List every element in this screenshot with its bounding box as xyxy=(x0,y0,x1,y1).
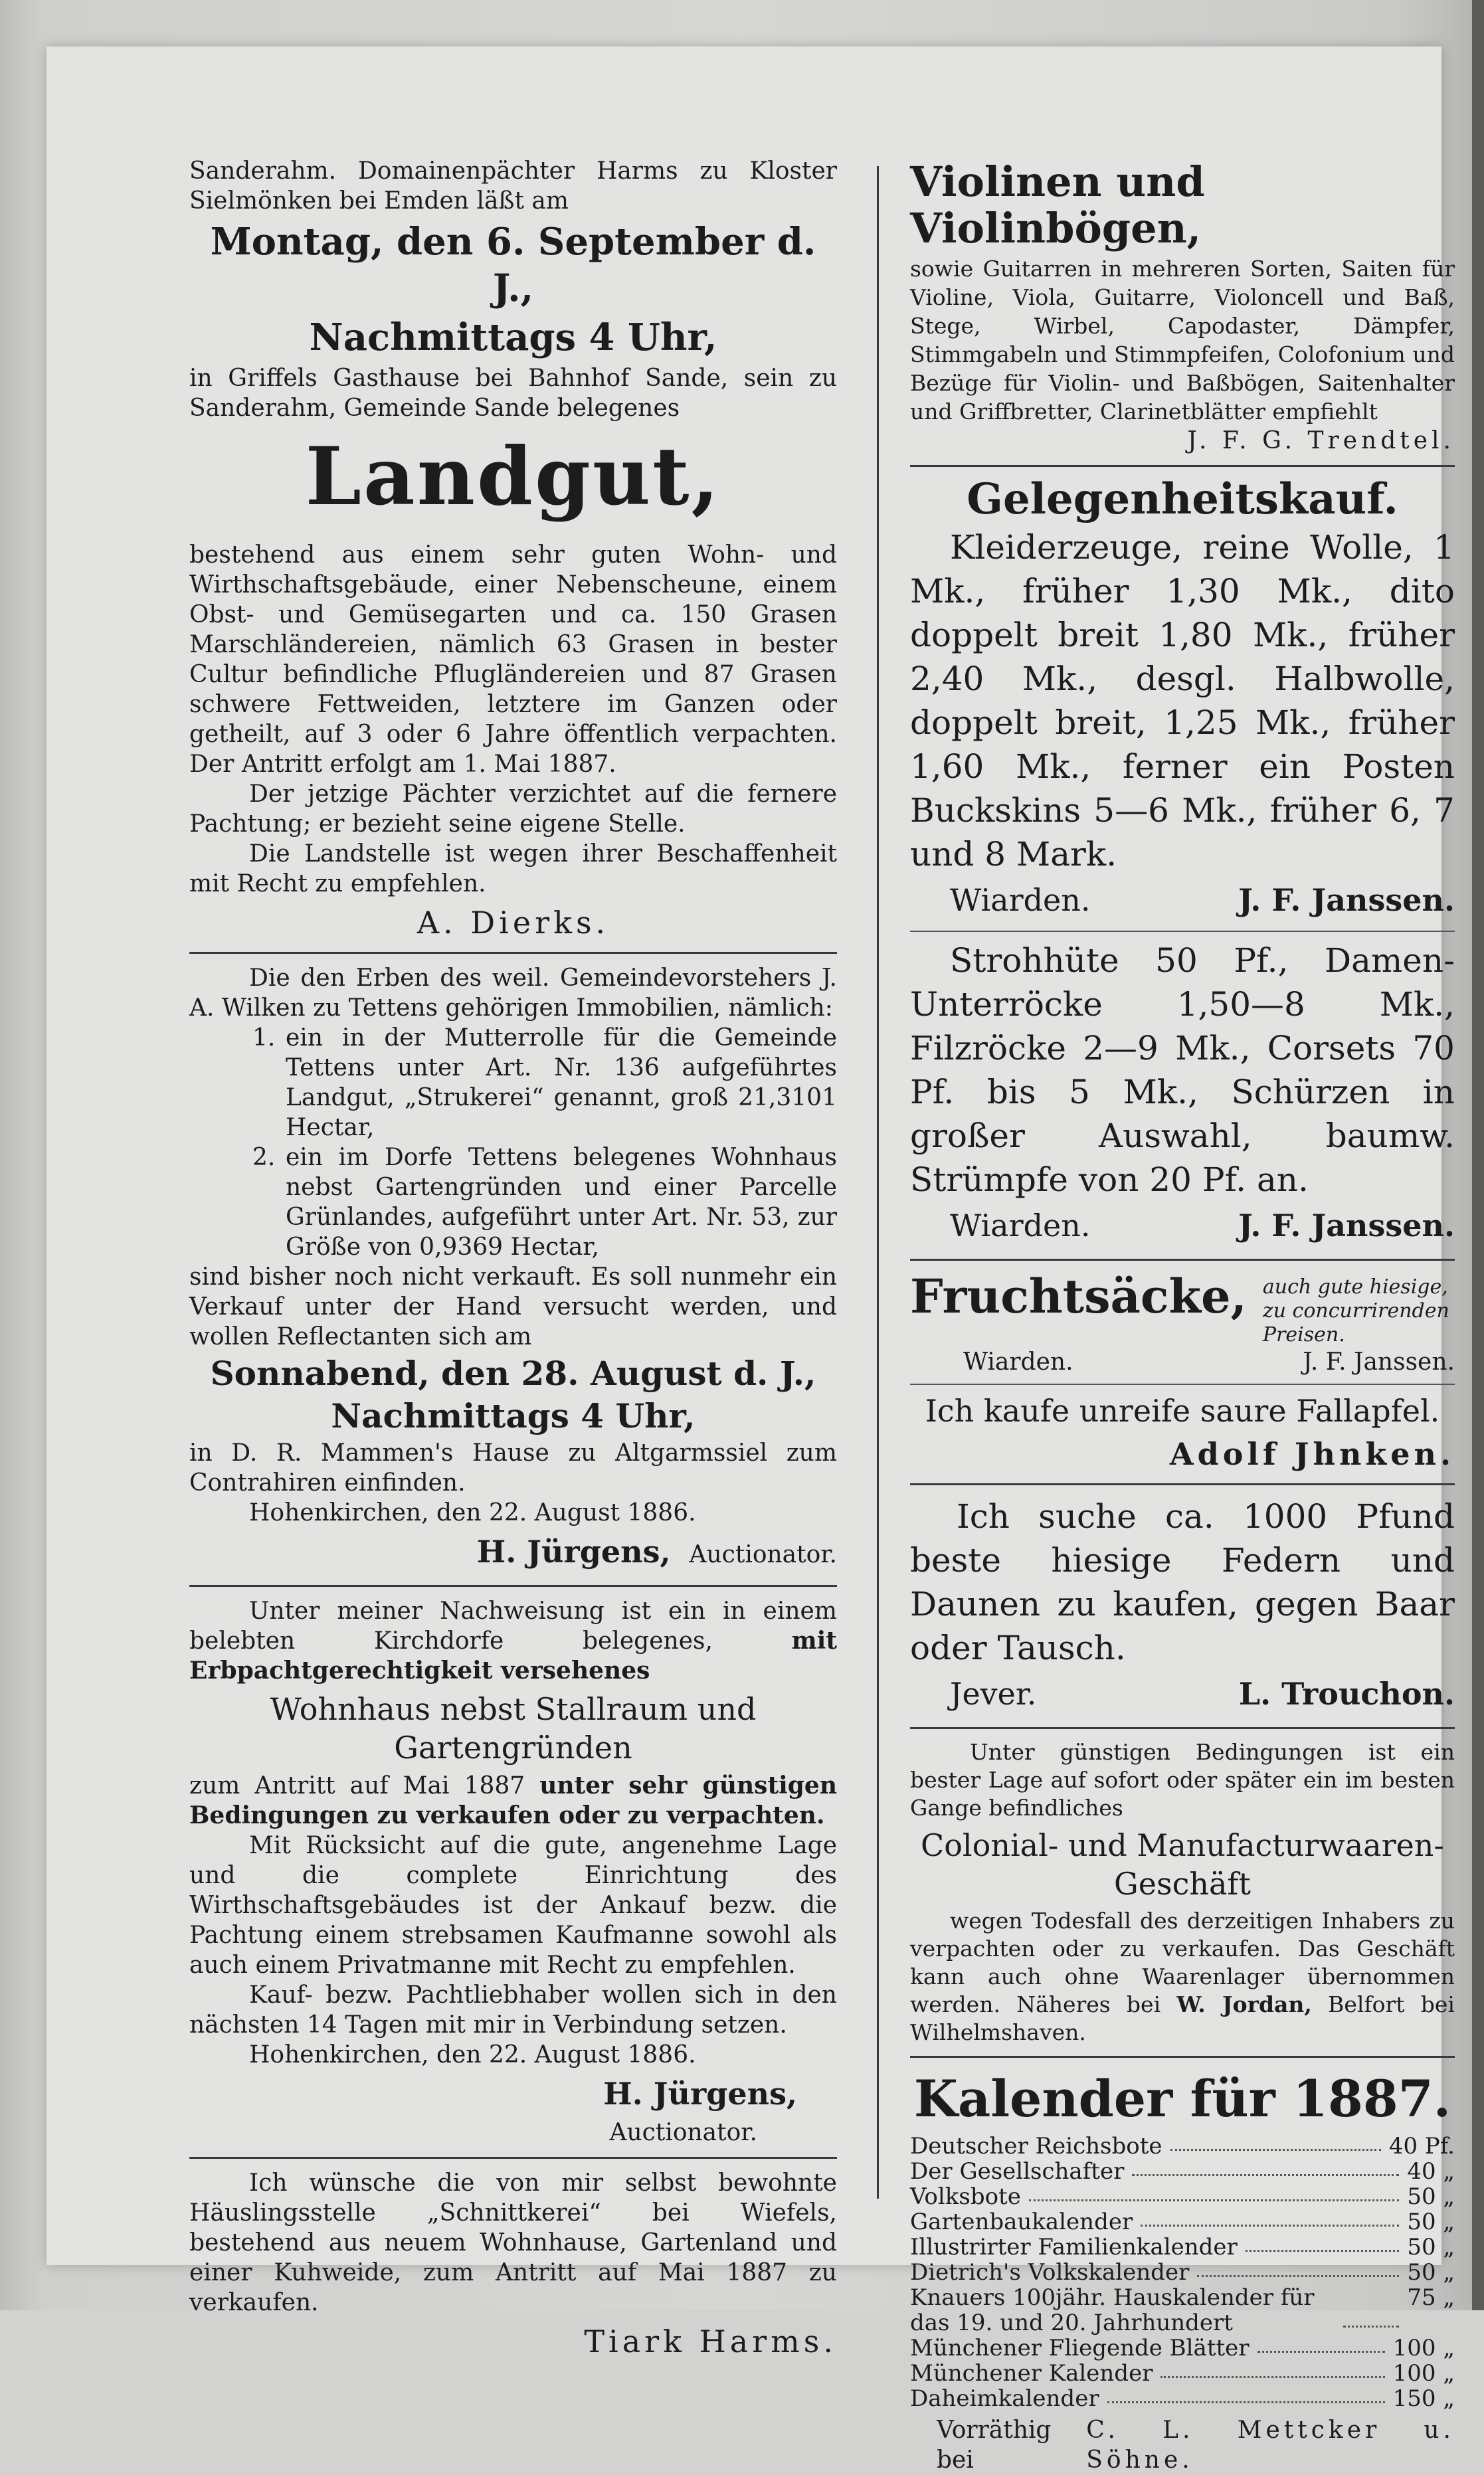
calendar-price: 75 „ xyxy=(1407,2284,1455,2311)
ad-fruchtsaecke xyxy=(910,1270,1455,1377)
ad-place: Wiarden. xyxy=(950,1208,1091,1243)
ad-immobilien-tettens xyxy=(189,963,837,1576)
ad-intro xyxy=(189,1596,837,1686)
ad-signature: J. F. Janssen. xyxy=(1238,1208,1455,1243)
ad-time: Nachmittags 4 Uhr, xyxy=(331,1396,696,1435)
ad-signature: Adolf Jhnken. xyxy=(1169,1436,1455,1472)
ad-time: Nachmittags 4 Uhr, xyxy=(309,316,717,359)
ad-signature-row xyxy=(910,1202,1455,1249)
ad-geschaeft xyxy=(910,1738,1455,2047)
calendar-price: 150 „ xyxy=(1392,2385,1455,2412)
ad-separator xyxy=(189,2157,837,2159)
ad-paragraph: Kauf- bezw. Pachtliebhaber wollen sich in den nächsten 14 Tagen mit mir in Verbindung setzen. xyxy=(189,1981,837,2039)
ad-body: Kleiderzeuge, reine Wolle, 1 Mk., früher 1,30 Mk., dito doppelt breit 1,80 Mk., früher 2,40 Mk., desgl. Halbwolle, doppelt breit, 1,25 Mk., früher 1,60 Mk., ferner ein Posten Buckskins 5—6 Mk., früher 6, 7 und 8 Mark. xyxy=(910,528,1455,873)
calendar-price: 50 „ xyxy=(1407,2259,1455,2286)
leader-dots xyxy=(1170,2134,1381,2151)
calendar-name: Münchener Fliegende Blätter xyxy=(910,2335,1250,2361)
calendar-price: 50 „ xyxy=(1407,2234,1455,2260)
ad-signature: J. F. G. Trendtel. xyxy=(1187,427,1455,454)
leader-dots xyxy=(1107,2386,1385,2403)
ad-title: Kalender für 1887. xyxy=(913,2069,1451,2128)
ad-role: Auctionator. xyxy=(689,1541,837,1568)
ad-strohhuete xyxy=(910,939,1455,1249)
ad-title: Gelegenheitskauf. xyxy=(967,474,1398,524)
leader-dots xyxy=(1197,2260,1399,2277)
ad-signature-row xyxy=(910,2415,1455,2475)
ad-side-note: auch gute hiesige, zu concurrirenden Preisen. xyxy=(1262,1275,1449,1346)
ad-body: bestehend aus einem sehr guten Wohn- und Wirthschaftsgebäude, einer Nebenscheune, einem Obst- und Gemüsegarten und ca. 150 Grasen Marschländereien, nämlich 63 Grasen in bester Cultur befindliche Pflugländereien und 87 Grasen schwere Fettweiden, letztere im Ganzen oder getheilt, auf 3 oder 6 Jahre öffentlich verpachten. Der Antritt erfolgt am 1. Mai 1887. xyxy=(189,541,837,778)
ad-signature: J. F. Janssen. xyxy=(1303,1348,1455,1376)
calendar-name: Münchener Kalender xyxy=(910,2360,1153,2387)
ad-body-text: zum Antritt auf Mai 1887 xyxy=(189,1772,525,1799)
ad-signature-row xyxy=(910,1670,1455,1718)
property-list xyxy=(252,1023,837,1262)
list-item xyxy=(910,2260,1455,2285)
calendar-price: 40 Pf. xyxy=(1388,2133,1455,2159)
list-item xyxy=(910,2159,1455,2184)
calendar-price: 40 „ xyxy=(1407,2158,1455,2185)
calendar-name: Illustrirter Familienkalender xyxy=(910,2234,1238,2260)
calendar-price: 50 „ xyxy=(1407,2183,1455,2210)
ad-title: Wohnhaus nebst Stallraum und Gartengründen xyxy=(270,1691,757,1766)
ad-body: Ich suche ca. 1000 Pfund beste hiesige Federn und Daunen zu kaufen, gegen Baar oder Tausch. xyxy=(910,1497,1455,1667)
ad-separator xyxy=(910,465,1455,467)
calendar-name: Gartenbaukalender xyxy=(910,2209,1133,2235)
ad-haeuslingsstelle xyxy=(189,2168,837,2361)
ad-title: Fruchtsäcke, xyxy=(910,1269,1247,1324)
list-number: 2. xyxy=(252,1144,276,1171)
ad-body: Ich wünsche die von mir selbst bewohnte Häuslingsstelle „Schnittkerei“ bei Wiefels, bestehend aus neuem Wohnhause, Gartenland und einer Kuhweide, zum Antritt auf Mai 1887 zu verkaufen. xyxy=(189,2169,837,2316)
ad-body: Strohhüte 50 Pf., Damen-Unterröcke 1,50—8 Mk., Filzröcke 2—9 Mk., Corsets 70 Pf. bis 5 Mk., Schürzen in großer Auswahl, baumw. Strümpfe von 20 Pf. an. xyxy=(910,941,1455,1199)
leader-dots xyxy=(1160,2361,1384,2378)
ad-body-text: Belfort bei Wilhelmshaven. xyxy=(910,1991,1455,2045)
ad-location: in Griffels Gasthause bei Bahnhof Sande, sein zu Sanderahm, Gemeinde Sande belegenes xyxy=(189,365,837,422)
calendar-name: Der Gesellschafter xyxy=(910,2158,1125,2185)
list-item xyxy=(910,2386,1455,2411)
ad-date: Montag, den 6. September d. J., xyxy=(210,220,816,310)
ad-kalender xyxy=(910,2067,1455,2475)
leader-dots xyxy=(1343,2285,1399,2328)
calendar-name: Daheimkalender xyxy=(910,2385,1099,2412)
ad-separator xyxy=(910,1259,1455,1261)
calendar-name: Knauers 100jähr. Hauskalender für das 19. und 20. Jahrhundert xyxy=(910,2284,1315,2336)
ad-signature: J. F. Janssen. xyxy=(1238,882,1455,918)
ad-title-row xyxy=(910,1270,1455,1347)
ad-gelegenheitskauf xyxy=(910,476,1455,924)
ad-body-text: wegen Todesfall des derzeitigen Inhabers zu verpachten oder zu verkaufen. Das Geschäft kann auch ohne Waarenlager übernommen werden. Näheres bei xyxy=(910,1908,1455,2017)
ad-body: sowie Guitarren in mehreren Sorten, Saiten für Violine, Viola, Guitarre, Violoncell und Baß, Stege, Wirbel, Capodaster, Dämpfer, Stimmgabeln und Stimmpfeifen, Colofonium und Bezüge für Violin- und Baßbögen, Saitenhalter und Griffbretter, Clarinetblätter empfiehlt xyxy=(910,256,1455,424)
ad-signature-row xyxy=(910,1347,1455,1377)
ad-separator xyxy=(189,1585,837,1587)
ad-signature: C. L. Mettcker u. Söhne. xyxy=(1086,2417,1455,2474)
ad-title: Landgut, xyxy=(305,430,721,523)
list-item xyxy=(910,2184,1455,2209)
ad-dateline: Hohenkirchen, den 22. August 1886. xyxy=(249,1499,696,1526)
calendar-price: 100 „ xyxy=(1392,2360,1455,2387)
ad-signature: L. Trouchon. xyxy=(1238,1676,1455,1712)
ad-signature: H. Jürgens, xyxy=(476,1534,671,1570)
ad-paragraph: Mit Rücksicht auf die gute, angenehme Lage und die complete Einrichtung des Wirthschaftsgebäudes ist der Ankauf bezw. die Pachtung einem strebsamen Kaufmanne sowohl als auch einem Privatmanne mit Recht zu empfehlen. xyxy=(189,1832,837,1979)
ad-separator xyxy=(910,931,1455,932)
calendar-price: 100 „ xyxy=(1392,2335,1455,2361)
ad-intro-bold: mit Erbpachtgerechtigkeit versehenes xyxy=(189,1627,837,1685)
ad-body: Ich kaufe unreife saure Fallapfel. xyxy=(925,1393,1440,1429)
list-item xyxy=(910,2134,1455,2159)
ad-paragraph: Die Landstelle ist wegen ihrer Beschaffenheit mit Recht zu empfehlen. xyxy=(189,840,837,897)
ad-signature: Tiark Harms. xyxy=(584,2324,837,2359)
list-text: ein in der Mutterrolle für die Gemeinde Tettens unter Art. Nr. 136 aufgeführtes Landgut, „Strukerei“ genannt, groß 21,3101 Hectar, xyxy=(286,1024,837,1141)
list-item xyxy=(910,2336,1455,2361)
list-item xyxy=(252,1143,837,1262)
leader-dots xyxy=(1246,2235,1400,2252)
ad-footer-label: Vorräthig bei xyxy=(937,2417,1052,2474)
ad-place: Wiarden. xyxy=(950,882,1091,918)
ad-signature: A. Dierks. xyxy=(417,905,610,941)
left-column xyxy=(189,156,837,2365)
ad-body-bold: unter sehr günstigen Bedingungen zu verkaufen oder zu verpachten. xyxy=(189,1772,837,1829)
ad-separator xyxy=(189,952,837,954)
list-item xyxy=(910,2285,1455,2336)
ad-separator xyxy=(910,1384,1455,1385)
ad-landgut-sanderahm xyxy=(189,156,837,943)
ad-fallaepfel xyxy=(910,1392,1455,1474)
list-item xyxy=(910,2361,1455,2386)
ad-intro: Unter günstigen Bedingungen ist ein bester Lage auf sofort oder später ein im besten Gange befindliches xyxy=(910,1739,1455,1821)
ad-intro: Die den Erben des weil. Gemeindevorstehers J. A. Wilken zu Tettens gehörigen Immobilien, nämlich: xyxy=(189,964,837,1022)
ad-paragraph: Der jetzige Pächter verzichtet auf die fernere Pachtung; er bezieht seine eigene Stelle. xyxy=(189,780,837,838)
ad-signature-row xyxy=(910,876,1455,924)
calendar-name: Deutscher Reichsbote xyxy=(910,2133,1162,2159)
list-number: 1. xyxy=(252,1024,276,1052)
ad-signature-row xyxy=(189,1528,837,1576)
leader-dots xyxy=(1132,2159,1399,2176)
list-text: ein im Dorfe Tettens belegenes Wohnhaus nebst Gartengründen und einer Parcelle Grünlandes, aufgeführt unter Art. Nr. 53, zur Größe von 0,9369 Hectar, xyxy=(286,1144,837,1261)
calendar-list xyxy=(910,2134,1455,2411)
list-item xyxy=(252,1023,837,1143)
ad-intro: Sanderahm. Domainenpächter Harms zu Kloster Sielmönken bei Emden läßt am xyxy=(189,157,837,215)
ad-dateline: Hohenkirchen, den 22. August 1886. xyxy=(249,2041,696,2068)
list-item xyxy=(910,2235,1455,2260)
ad-separator xyxy=(910,1483,1455,1485)
ad-signature: H. Jürgens, xyxy=(603,2076,797,2112)
ad-place: Jever. xyxy=(950,1676,1037,1712)
ad-body xyxy=(910,1907,1455,2047)
ad-title: Violinen und Violinbögen, xyxy=(910,157,1205,252)
ad-body xyxy=(189,1771,837,1831)
ad-intro-text: Unter meiner Nachweisung ist ein in einem belebten Kirchdorfe belegenes, xyxy=(189,1598,837,1655)
ad-date: Sonnabend, den 28. August d. J., xyxy=(210,1354,816,1393)
list-item xyxy=(910,2209,1455,2235)
ad-wohnhaus xyxy=(189,1596,837,2148)
leader-dots xyxy=(1141,2209,1399,2227)
right-column xyxy=(910,156,1455,2475)
ad-body: sind bisher noch nicht verkauft. Es soll nunmehr ein Verkauf unter der Hand versucht werden, und wollen Reflectanten sich am xyxy=(189,1263,837,1350)
ad-separator xyxy=(910,2056,1455,2058)
calendar-price: 50 „ xyxy=(1407,2209,1455,2235)
page-edge xyxy=(1472,0,1484,2310)
ad-body-bold: W. Jordan, xyxy=(1176,1991,1312,2017)
ad-place: in D. R. Mammen's Hause zu Altgarmssiel zum Contrahiren einfinden. xyxy=(189,1439,837,1497)
ad-place: Wiarden. xyxy=(963,1348,1073,1376)
column-divider xyxy=(877,166,879,2199)
ad-federn xyxy=(910,1495,1455,1718)
ad-violinen xyxy=(910,159,1455,456)
ad-role: Auctionator. xyxy=(609,2119,757,2146)
ad-title: Colonial- und Manufacturwaaren-Geschäft xyxy=(921,1827,1444,1902)
calendar-name: Dietrich's Volkskalender xyxy=(910,2259,1190,2286)
leader-dots xyxy=(1029,2184,1399,2201)
calendar-name: Volksbote xyxy=(910,2183,1021,2210)
ad-separator xyxy=(910,1727,1455,1729)
leader-dots xyxy=(1257,2336,1385,2353)
